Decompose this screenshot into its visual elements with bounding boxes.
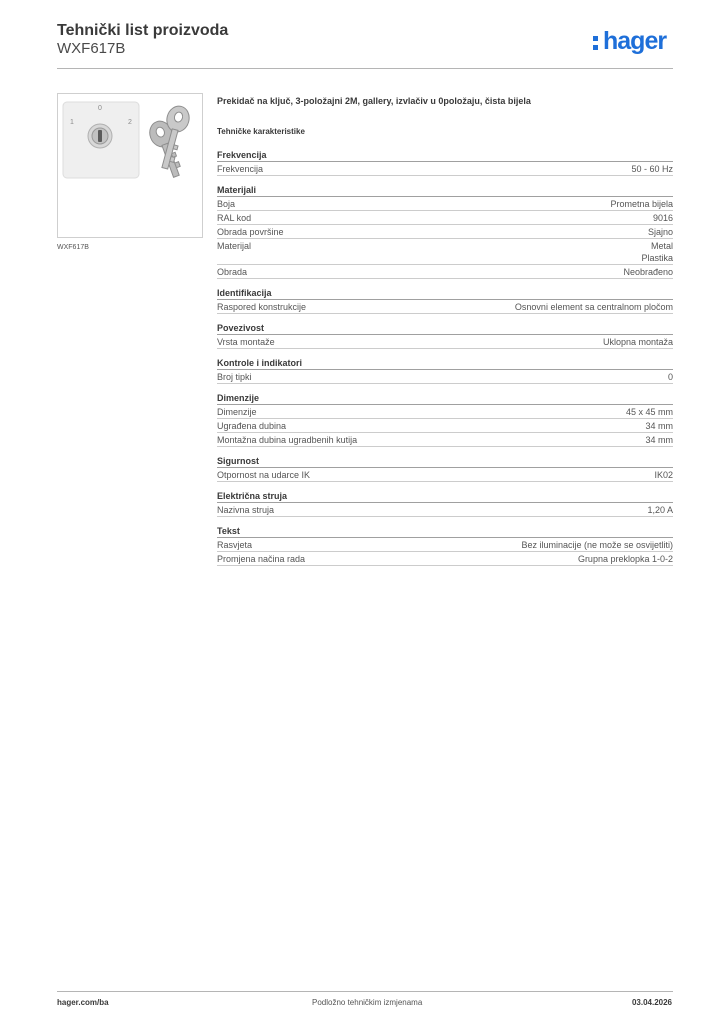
- spec-values: [647, 504, 673, 516]
- spec-values: [645, 420, 673, 432]
- spec-group: [217, 525, 673, 566]
- footer-website: hager.com/ba: [57, 998, 109, 1007]
- spec-value: Grupna preklopka 1-0-2: [577, 554, 673, 564]
- spec-values: [641, 240, 673, 264]
- spec-row: [217, 197, 673, 211]
- switch-position-label: 2: [128, 119, 132, 126]
- spec-label: Broj tipki: [217, 372, 252, 382]
- spec-values: [648, 226, 673, 238]
- spec-group: [217, 490, 673, 517]
- spec-content: [217, 95, 673, 574]
- spec-label: Boja: [217, 199, 236, 209]
- spec-value: Uklopna montaža: [602, 337, 673, 347]
- spec-group-title: Povezivost: [217, 322, 673, 335]
- spec-row: [217, 162, 673, 176]
- spec-label: Obrada površine: [217, 227, 284, 237]
- product-image: [57, 93, 203, 238]
- spec-values: [631, 163, 673, 175]
- spec-row: [217, 433, 673, 447]
- spec-values: [626, 406, 673, 418]
- spec-values: [653, 212, 673, 224]
- spec-groups: [217, 149, 673, 566]
- spec-group-title: Materijali: [217, 184, 673, 197]
- key-switch-with-keys-icon: [58, 94, 202, 237]
- spec-row: [217, 335, 673, 349]
- tech-heading: Tehničke karakteristike: [217, 127, 305, 136]
- spec-value: Sjajno: [647, 227, 673, 237]
- spec-value: Osnovni element sa centralnom pločom: [514, 302, 673, 312]
- spec-group-title: Dimenzije: [217, 392, 673, 405]
- spec-row: [217, 552, 673, 566]
- spec-row: [217, 538, 673, 552]
- product-code: WXF617B: [57, 40, 126, 57]
- spec-group: [217, 149, 673, 176]
- spec-values: [578, 553, 673, 565]
- spec-values: [623, 266, 673, 278]
- spec-label: RAL kod: [217, 213, 252, 223]
- spec-row: [217, 468, 673, 482]
- spec-values: [610, 198, 673, 210]
- spec-row: [217, 419, 673, 433]
- spec-label: Montažna dubina ugradbenih kutija: [217, 435, 358, 445]
- page-title: Tehnički list proizvoda: [57, 22, 229, 39]
- logo-text: hager: [603, 27, 667, 55]
- spec-value: Bez iluminacije (ne može se osvijetliti): [521, 540, 673, 550]
- product-description: Prekidač na ključ, 3-položajni 2M, gallery, izvlačiv u 0položaju, čista bijela: [217, 96, 531, 106]
- spec-value: IK02: [654, 470, 673, 480]
- spec-label: Raspored konstrukcije: [217, 302, 307, 312]
- spec-values: [515, 301, 673, 313]
- spec-row: [217, 503, 673, 517]
- spec-group-title: Frekvencija: [217, 149, 673, 162]
- spec-value: 50 - 60 Hz: [631, 164, 673, 174]
- spec-group: [217, 184, 673, 279]
- spec-values: [668, 371, 673, 383]
- spec-value: 1,20 A: [647, 505, 673, 515]
- switch-position-label: 1: [70, 119, 74, 126]
- switch-position-label: 0: [98, 105, 102, 112]
- spec-group: [217, 357, 673, 384]
- spec-label: Ugrađena dubina: [217, 421, 287, 431]
- spec-values: [645, 434, 673, 446]
- header-divider: [57, 68, 673, 69]
- logo-dots-icon: [593, 36, 599, 52]
- spec-group: [217, 392, 673, 447]
- spec-value: 45 x 45 mm: [625, 407, 673, 417]
- spec-row: [217, 225, 673, 239]
- spec-group-title: Sigurnost: [217, 455, 673, 468]
- footer-note: Podložno tehničkim izmjenama: [312, 998, 423, 1007]
- footer-divider: [57, 991, 673, 992]
- spec-group-title: Električna struja: [217, 490, 673, 503]
- spec-value: Neobrađeno: [623, 267, 673, 277]
- image-caption: WXF617B: [57, 244, 89, 251]
- spec-values: [654, 469, 673, 481]
- spec-label: Rasvjeta: [217, 540, 253, 550]
- spec-label: Frekvencija: [217, 164, 264, 174]
- spec-row: [217, 370, 673, 384]
- spec-row: [217, 405, 673, 419]
- spec-label: Dimenzije: [217, 407, 257, 417]
- hager-logo: [593, 26, 675, 60]
- spec-group-title: Identifikacija: [217, 287, 673, 300]
- spec-row: [217, 300, 673, 314]
- spec-label: Vrsta montaže: [217, 337, 275, 347]
- spec-row: [217, 211, 673, 225]
- footer-date: 03.04.2026: [631, 998, 672, 1007]
- spec-values: [603, 336, 673, 348]
- spec-values: [521, 539, 673, 551]
- spec-value: 9016: [652, 213, 673, 223]
- spec-value: Prometna bijela: [610, 199, 673, 209]
- spec-group: [217, 455, 673, 482]
- spec-value: 34 mm: [645, 435, 673, 445]
- spec-group: [217, 287, 673, 314]
- spec-group: [217, 322, 673, 349]
- spec-group-title: Kontrole i indikatori: [217, 357, 673, 370]
- spec-value: Plastika: [641, 253, 673, 263]
- spec-value: 0: [667, 372, 673, 382]
- spec-label: Materijal: [217, 241, 252, 251]
- spec-value: 34 mm: [645, 421, 673, 431]
- spec-label: Nazivna struja: [217, 505, 275, 515]
- spec-label: Promjena načina rada: [217, 554, 306, 564]
- spec-label: Obrada: [217, 267, 248, 277]
- spec-group-title: Tekst: [217, 525, 673, 538]
- spec-label: Otpornost na udarce IK: [217, 470, 311, 480]
- spec-row: [217, 239, 673, 265]
- spec-value: Metal: [650, 241, 673, 251]
- spec-row: [217, 265, 673, 279]
